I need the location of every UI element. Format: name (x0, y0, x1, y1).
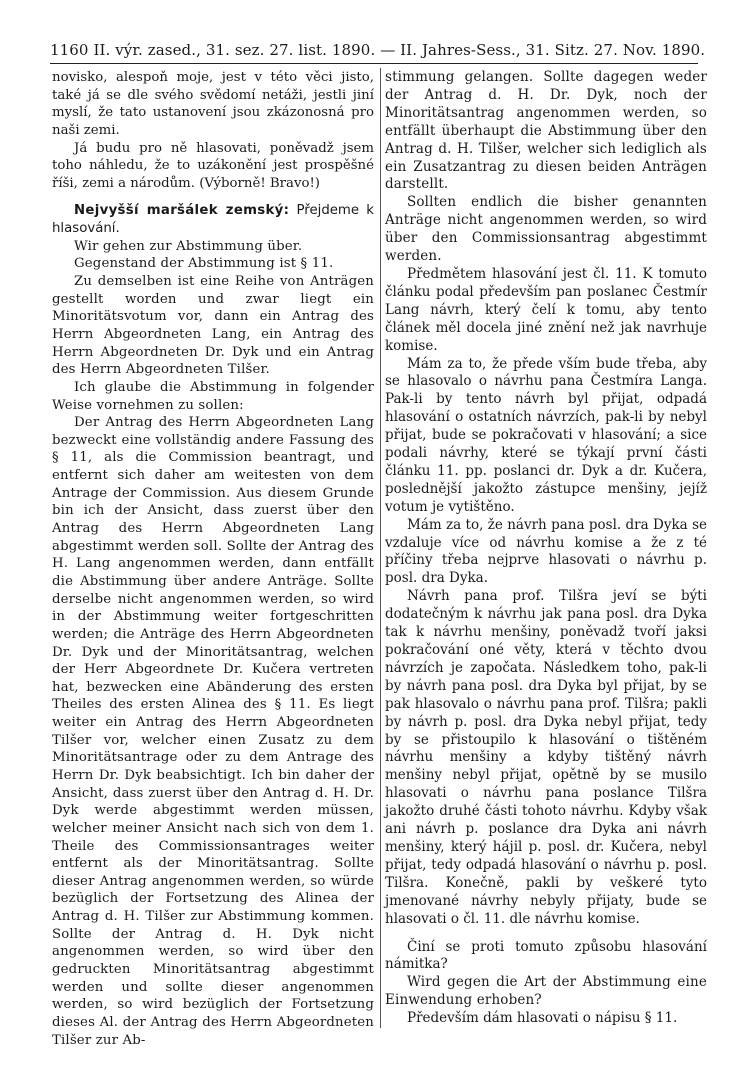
page-header: 1160 II. výr. zased., 31. sez. 27. list. 1890. — II. Jahres-Sess., 31. Sitz. 27. Nov. 1890. (50, 41, 706, 59)
right-paragraph-5: Mám za to, že návrh pana posl. dra Dyka se vzdaluje více od návrhu komise a že z té příčiny třeba nejprve hlasovati o návrhu p. posl. dra Dyka. (385, 516, 707, 587)
right-paragraph-3: Předmětem hlasování jest čl. 11. K tomuto článku podal především pan poslanec Čestmír Lang návrh, který čelí k tomu, aby tento článek měl docela jiné znění než jak navrhuje komise. (385, 265, 707, 354)
column-divider (380, 68, 381, 1028)
right-paragraph-2: Sollten endlich die bisher genannten Anträge nicht angenommen werden, so wird über den Commissionsantrag abgestimmt werden. (385, 194, 707, 265)
left-paragraph-5: Zu demselben ist eine Reihe von Anträgen gestellt worden und zwar liegt ein Minoritätsvotum vor, dann ein Antrag des Herrn Abgeordneten Lang, ein Antrag des Herrn Abgeordneten Dr. Dyk und ein Antrag des Herrn Abgeordneten Tilšer. (52, 274, 374, 378)
left-paragraph-7: Der Antrag des Herrn Abgeordneten Lang bezweckt eine vollständig andere Fassung des § 11, als die Commission beantragt, und entfernt sich daher am weitesten von dem Antrage der Commission. Aus diesem Grunde bin ich der Ansicht, dass zuerst über den Antrag des Herrn Abgeordneten Lang abgestimmt werden soll. Sollte der Antrag des H. Lang angenommen werden, dann entfällt die Abstimmung über andere Anträge. Sollte derselbe nicht angenommen werden, so wird in der Abstimmung weiter fortgeschritten werden; die Anträge des Herrn Abgeordneten Dr. Dyk und der Minoritätsantrag, welchen der Herr Abgeordnete Dr. Kučera vertreten hat, bezwecken eine Abänderung des ersten Theiles des ersten Alinea des § 11. Es liegt weiter ein Antrag des Herrn Abgeordneten Tilšer vor, welcher einen Zusatz zu dem Minoritätsantrage oder zu dem Antrage des Herrn Dr. Dyk beabsichtigt. Ich bin daher der Ansicht, dass zuerst über den Antrag d. H. Dr. Dyk werde abgestimmt werden müssen, welcher meiner Ansicht nach sich von dem 1. Theile des Commissionsantrages weiter entfernt als der Minoritätsantrag. Sollte dieser Antrag angenommen werden, so würde bezüglich der Fortsetzung des Alinea der Antrag d. H. Tilšer zur Abstimmung kommen. Sollte der Antrag d. H. Dyk nicht angenommen werden, so wird über den gedruckten Minoritätsantrag abgestimmt werden und sollte dieser angenommen werden, so wird bezüglich der Fortsetzung dieses Al. der Antrag des Herrn Abgeordneten Tilšer zur Ab- (52, 415, 374, 1048)
right-paragraph-7: Činí se proti tomuto způsobu hlasování námitka? (385, 938, 707, 973)
left-column (52, 69, 374, 1049)
left-paragraph-3: Wir gehen zur Abstimmung über. (74, 238, 303, 254)
header-rule (50, 63, 698, 64)
speaker-line (52, 202, 374, 237)
speaker-text: Přejdeme k hlasování. (52, 203, 375, 237)
right-paragraph-6: Návrh pana prof. Tilšra jeví se býti dodatečným k návrhu jak pana posl. dra Dyka tak k návrhu menšiny, poněvadž tvoří jaksi pokračování oné věty, která v těchto dvou návrzích je započata. Následkem toho, pak-li by návrh pana posl. dra Dyka byl přijat, by se pak hlasovalo o návrhu pana prof. Tilšra; pakli by návrh p. posl. dra Dyka nebyl přijat, tedy by se přistoupilo k hlasování o tištěném návrhu menšiny a kdyby tištěný návrh menšiny nebyl přijat, opětně by se musilo hlasovati o návrhu pana poslance Tilšra jakožto druhé části tohoto návrhu. Kdyby však ani návrh p. poslance dra Dyka ani návrh menšiny, který hájil p. posl. dr. Kučera, nebyl přijat, tedy odpadá hlasování o návrhu p. posl. Tilšra. Konečně, pakli by veškeré tyto jmenované návrhy nebyly přijaty, bude se hlasovati o čl. 11. dle návrhu komise. (385, 588, 707, 927)
speaker-name: Nejvyšší maršálek zemský: (74, 203, 290, 219)
right-paragraph-8: Wird gegen die Art der Abstimmung eine Einwendung erhoben? (385, 974, 707, 1009)
right-paragraph-9: Především dám hlasovati o nápisu § 11. (407, 1010, 678, 1027)
right-column (385, 69, 707, 1028)
right-paragraph-4: Mám za to, že přede vším bude třeba, aby se hlasovalo o návrhu pana Čestmíra Langa. Pak-li by tento návrh byl přijat, odpadá hlasování o ostatních návrzích, pak-li by nebyl přijat, bude se pokračovati v hlasování; a sice podali návrhy, které se týkají první části článku 11. pp. poslanci dr. Dyk a dr. Kučera, poslednější jakožto zástupce menšiny, jejíž votum je vytištěno. (385, 355, 707, 515)
left-paragraph-6: Ich glaube die Abstimmung in folgender Weise vornehmen zu sollen: (52, 379, 374, 413)
left-paragraph-1: novisko, alespoň moje, jest v této věci jisto, také já se dle svého svědomí netáži, jestli jiní myslí, že tato ustanovení jsou zkázonosná pro naši zemi. (52, 70, 374, 138)
left-paragraph-4: Gegenstand der Abstimmung ist § 11. (74, 256, 334, 272)
left-paragraph-2: Já budu pro ně hlasovati, poněvadž jsem toho náhledu, že to uzákonění jest prospěšné říši, zemi a národům. (Výborně! Bravo!) (52, 140, 374, 191)
right-paragraph-1: stimmung gelangen. Sollte dagegen weder der Antrag d. H. Dr. Dyk, noch der Minoritätsantrag angenommen werden, so entfällt überhaupt die Abstimmung über den Antrag d. H. Tilšer, welcher sich lediglich als ein Zusatzantrag zu diesen beiden Anträgen darstellt. (385, 69, 707, 193)
